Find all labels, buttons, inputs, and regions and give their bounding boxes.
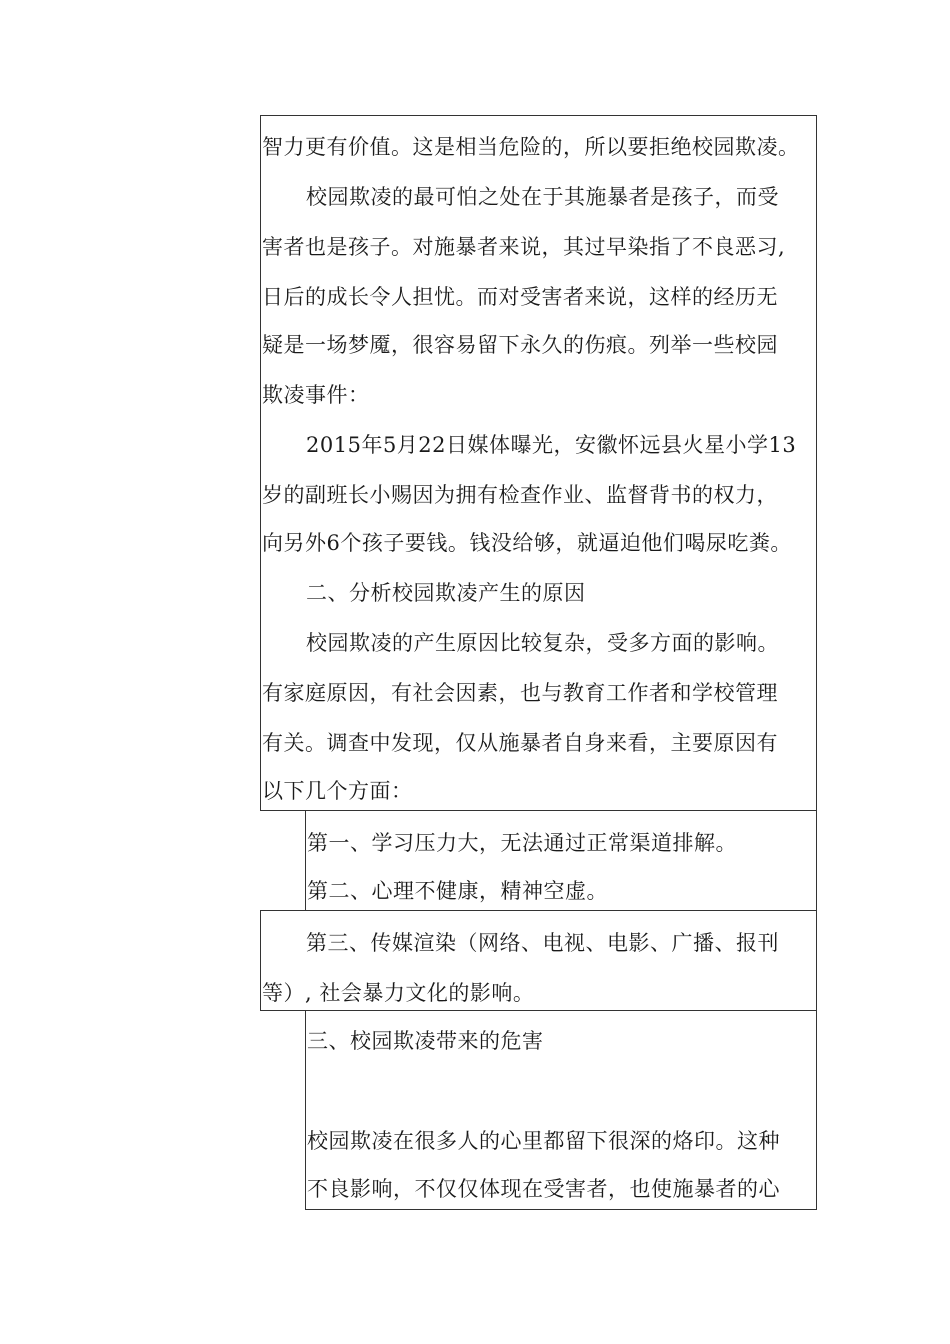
paragraph-line: 以下几个方面： xyxy=(262,779,413,803)
paragraph-line: 日后的成长令人担忧。而对受害者来说，这样的经历无 xyxy=(262,285,778,309)
paragraph-line: 校园欺凌的产生原因比较复杂，受多方面的影响。 xyxy=(306,631,779,655)
paragraph-line: 有关。调查中发现，仅从施暴者自身来看，主要原因有 xyxy=(262,731,778,755)
paragraph-line: 有家庭原因，有社会因素，也与教育工作者和学校管理 xyxy=(262,681,778,705)
list-item: 第二、心理不健康，精神空虚。 xyxy=(307,879,608,903)
paragraph-line: 欺凌事件： xyxy=(262,383,370,407)
list-item-continuation: 等）, 社会暴力文化的影响。 xyxy=(262,981,535,1005)
paragraph-line: 疑是一场梦魇，很容易留下永久的伤痕。列举一些校园 xyxy=(262,333,778,357)
paragraph-line: 智力更有价值。这是相当危险的，所以要拒绝校园欺凌。 xyxy=(262,135,800,159)
paragraph-line: 岁的副班长小赐因为拥有检查作业、监督背书的权力， xyxy=(262,483,778,507)
paragraph-line: 向另外6个孩子要钱。钱没给够，就逼迫他们喝尿吃粪。 xyxy=(262,531,792,555)
section-heading: 二、分析校园欺凌产生的原因 xyxy=(306,581,586,605)
section-heading: 三、校园欺凌带来的危害 xyxy=(307,1029,544,1053)
paragraph-line: 不良影响，不仅仅体现在受害者，也使施暴者的心 xyxy=(307,1177,780,1201)
list-item: 第三、传媒渲染（网络、电视、电影、广播、报刊 xyxy=(306,931,779,955)
paragraph-line: 校园欺凌的最可怕之处在于其施暴者是孩子，而受 xyxy=(306,185,779,209)
paragraph-line: 2015年5月22日媒体曝光，安徽怀远县火星小学13 xyxy=(306,433,797,457)
paragraph-line: 害者也是孩子。对施暴者来说，其过早染指了不良恶习, xyxy=(262,235,786,259)
paragraph-line: 校园欺凌在很多人的心里都留下很深的烙印。这种 xyxy=(307,1129,780,1153)
list-item: 第一、学习压力大，无法通过正常渠道排解。 xyxy=(307,831,737,855)
